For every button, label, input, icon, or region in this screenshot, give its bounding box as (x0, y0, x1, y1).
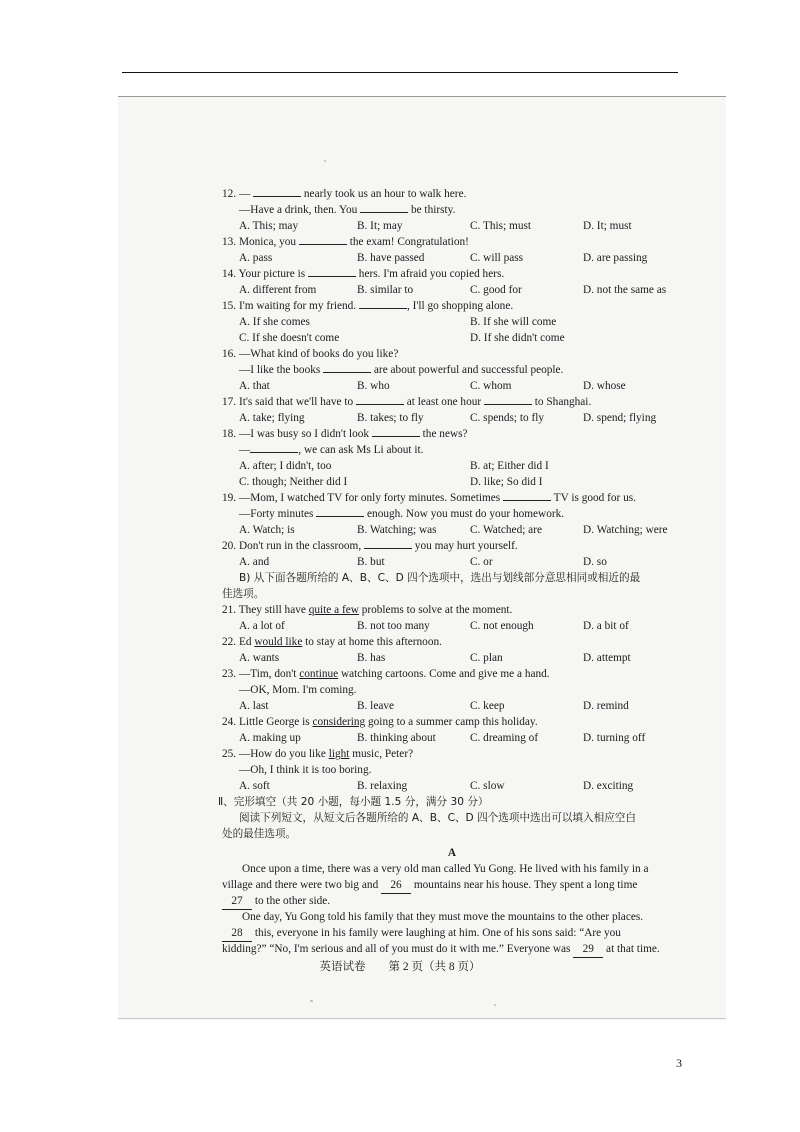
answer-blank (484, 394, 532, 405)
text-segment: — (239, 444, 251, 456)
numbered-blank: 28 (222, 925, 252, 942)
options-row (222, 250, 682, 266)
passage-line (222, 941, 682, 957)
text-segment: —Have a drink, then. You (239, 204, 361, 216)
text-segment: 24. Little George is (222, 716, 313, 728)
options-row (222, 378, 682, 394)
options-row (222, 730, 682, 746)
options-row (222, 218, 682, 234)
text-segment: hers. I'm afraid you copied hers. (355, 268, 505, 280)
answer-option: D. spend; flying (583, 412, 657, 424)
answer-option: C. will pass (470, 252, 524, 264)
section-instruction: 阅读下列短文，从短文后各题所给的 A、B、C、D 四个选项中选出可以填入相应空白 (239, 812, 636, 824)
answer-option: B. at; Either did I (470, 460, 549, 472)
text-segment: watching cartoons. Come and give me a hand. (338, 668, 550, 680)
answer-option: D. exciting (583, 780, 634, 792)
passage-line (222, 893, 682, 909)
answer-option: B. has (357, 652, 386, 664)
text-segment: 15. I'm waiting for my friend. (222, 300, 359, 312)
passage-line (222, 877, 682, 893)
answer-option: D. like; So did I (470, 476, 543, 488)
answer-blank (503, 490, 551, 501)
text-segment: music, Peter? (349, 748, 414, 760)
answer-option: A. pass (239, 252, 273, 264)
answer-option: B. It; may (357, 220, 403, 232)
text-segment: problems to solve at the moment. (358, 604, 513, 616)
text-segment: 25. —How do you like (222, 748, 329, 760)
text-segment: 20. Don't run in the classroom, (222, 540, 364, 552)
options-row (222, 554, 682, 570)
answer-option: A. different from (239, 284, 317, 296)
options-row (222, 474, 682, 490)
answer-blank (364, 538, 412, 549)
text-segment: 21. They still have (222, 604, 309, 616)
numbered-blank: 26 (381, 877, 411, 894)
text-segment: 19. —Mom, I watched TV for only forty minutes. Sometimes (222, 492, 504, 504)
exam-content (218, 186, 682, 957)
answer-option: C. This; must (470, 220, 531, 232)
scan-speck (494, 1004, 496, 1006)
answer-blank (372, 426, 420, 437)
answer-option: D. are passing (583, 252, 648, 264)
options-row (222, 778, 682, 794)
question-line (222, 362, 682, 378)
answer-option: D. Watching; were (583, 524, 668, 536)
answer-option: B. similar to (357, 284, 414, 296)
answer-option: B. Watching; was (357, 524, 437, 536)
answer-option: C. not enough (470, 620, 534, 632)
answer-option: A. and (239, 556, 270, 568)
options-row (222, 522, 682, 538)
text-segment: 16. —What kind of books do you like? (222, 348, 399, 360)
text-segment: , we can ask Ms Li about it. (298, 444, 424, 456)
text-segment: at that time. (603, 943, 660, 955)
answer-option: D. so (583, 556, 607, 568)
question-line (222, 394, 682, 410)
answer-blank (359, 298, 407, 309)
scan-bottom-edge (118, 1018, 726, 1019)
text-segment: —I like the books (239, 364, 324, 376)
text-segment: 18. —I was busy so I didn't look (222, 428, 372, 440)
answer-blank (360, 202, 408, 213)
text-segment: enough. Now you must do your homework. (364, 508, 565, 520)
options-row (222, 618, 682, 634)
text-segment: 13. Monica, you (222, 236, 299, 248)
text-segment: nearly took us an hour to walk here. (301, 188, 467, 200)
text-segment: TV is good for us. (551, 492, 636, 504)
underlined-phrase: continue (299, 668, 339, 680)
answer-option: C. good for (470, 284, 522, 296)
text-segment: village and there were two big and (222, 879, 382, 891)
answer-blank (356, 394, 404, 405)
passage-line: Once upon a time, there was a very old man called Yu Gong. He lived with his family in a (242, 863, 649, 875)
text-segment: this, everyone in his family were laughing at him. One of his sons said: “Are you (252, 927, 621, 939)
passage-line (222, 925, 682, 941)
answer-blank (316, 506, 364, 517)
options-row (222, 410, 682, 426)
answer-option: B. relaxing (357, 780, 408, 792)
text-segment: to stay at home this afternoon. (302, 636, 442, 648)
options-row (222, 650, 682, 666)
answer-option: C. or (470, 556, 493, 568)
text-segment: 14. Your picture is (222, 268, 308, 280)
answer-option: D. If she didn't come (470, 332, 565, 344)
text-segment: the news? (419, 428, 468, 440)
question-line (222, 298, 682, 314)
answer-option: B. not too many (357, 620, 430, 632)
text-segment: kidding?” “No, I'm serious and all of you must do it with me.” Everyone was (222, 943, 574, 955)
answer-option: C. keep (470, 700, 505, 712)
options-row (222, 282, 682, 298)
question-line (222, 426, 682, 442)
answer-option: A. wants (239, 652, 280, 664)
section-b-instruction: B) 从下面各题所给的 A、B、C、D 四个选项中，选出与划线部分意思相同或相近的最 (239, 572, 641, 584)
text-segment: the exam! Congratulation! (346, 236, 469, 248)
answer-option: C. Watched; are (470, 524, 542, 536)
answer-option: A. If she comes (239, 316, 310, 328)
text-segment: mountains near his house. They spent a long time (411, 879, 638, 891)
answer-option: D. attempt (583, 652, 631, 664)
scan-speck (324, 160, 326, 162)
answer-option: A. last (239, 700, 269, 712)
question-line (222, 234, 682, 250)
text-segment: be thirsty. (408, 204, 456, 216)
section-instruction: 处的最佳选项。 (222, 828, 297, 840)
text-segment: , I'll go shopping alone. (406, 300, 514, 312)
text-segment: to Shanghai. (531, 396, 592, 408)
header-rule (122, 72, 678, 73)
scan-speck (310, 1000, 313, 1002)
underlined-phrase: quite a few (308, 604, 359, 616)
question-line (222, 746, 682, 762)
answer-option: D. remind (583, 700, 629, 712)
question-line (222, 202, 682, 218)
question-line (222, 506, 682, 522)
answer-option: D. whose (583, 380, 626, 392)
answer-option: D. not the same as (583, 284, 667, 296)
answer-option: A. making up (239, 732, 301, 744)
text-segment: you may hurt yourself. (411, 540, 518, 552)
question-line (222, 442, 682, 458)
question-line (222, 266, 682, 282)
text-segment: One day, Yu Gong told his family that they must move the mountains to the other places. (242, 911, 644, 923)
text-segment: at least one hour (403, 396, 484, 408)
answer-option: A. This; may (239, 220, 299, 232)
question-line (222, 186, 682, 202)
text-segment: are about powerful and successful people. (371, 364, 564, 376)
options-row (222, 330, 682, 346)
section-b-instruction: 佳选项。 (222, 588, 265, 600)
text-segment: 17. It's said that we'll have to (222, 396, 356, 408)
answer-option: C. If she doesn't come (239, 332, 340, 344)
text-segment: —Forty minutes (239, 508, 317, 520)
text-segment: 22. Ed (222, 636, 255, 648)
answer-option: A. take; flying (239, 412, 305, 424)
page-footer: 英语试卷 第 2 页（共 8 页） (319, 961, 481, 973)
text-segment: 23. —Tim, don't (222, 668, 300, 680)
question-line: —Oh, I think it is too boring. (239, 764, 372, 776)
answer-option: D. It; must (583, 220, 632, 232)
answer-option: B. If she will come (470, 316, 557, 328)
answer-option: D. turning off (583, 732, 646, 744)
answer-option: A. after; I didn't, too (239, 460, 332, 472)
answer-option: B. who (357, 380, 390, 392)
question-line (222, 666, 682, 682)
underlined-phrase: considering (312, 716, 366, 728)
answer-option: B. thinking about (357, 732, 436, 744)
text-segment: to the other side. (252, 895, 331, 907)
underlined-phrase: light (328, 748, 350, 760)
text-segment: 12. — (222, 188, 254, 200)
answer-option: A. that (239, 380, 270, 392)
numbered-blank: 27 (222, 893, 252, 910)
passage-label: A (447, 847, 457, 859)
answer-option: A. Watch; is (239, 524, 295, 536)
answer-option: A. soft (239, 780, 270, 792)
answer-option: B. leave (357, 700, 395, 712)
question-line (222, 714, 682, 730)
options-row (222, 314, 682, 330)
answer-blank (250, 442, 298, 453)
answer-option: B. have passed (357, 252, 425, 264)
answer-option: C. slow (470, 780, 505, 792)
text-segment: going to a summer camp this holiday. (365, 716, 538, 728)
passage-line (222, 909, 682, 925)
answer-option: A. a lot of (239, 620, 285, 632)
answer-option: B. takes; to fly (357, 412, 424, 424)
question-line: —OK, Mom. I'm coming. (239, 684, 357, 696)
scan-top-edge (118, 96, 726, 97)
answer-option: C. dreaming of (470, 732, 539, 744)
answer-option: B. but (357, 556, 385, 568)
question-line (222, 490, 682, 506)
answer-blank (323, 362, 371, 373)
numbered-blank: 29 (573, 941, 603, 958)
answer-option: D. a bit of (583, 620, 629, 632)
answer-option: C. plan (470, 652, 503, 664)
answer-blank (308, 266, 356, 277)
question-line (222, 538, 682, 554)
options-row (222, 458, 682, 474)
section-title: Ⅱ、完形填空（共 20 小题，每小题 1.5 分，满分 30 分） (218, 796, 489, 808)
answer-blank (253, 186, 301, 197)
answer-option: C. though; Neither did I (239, 476, 348, 488)
underlined-phrase: would like (254, 636, 303, 648)
answer-option: C. whom (470, 380, 512, 392)
question-line (222, 346, 682, 362)
page-number: 3 (676, 1056, 682, 1070)
question-line (222, 634, 682, 650)
answer-option: C. spends; to fly (470, 412, 545, 424)
answer-blank (299, 234, 347, 245)
question-line (222, 602, 682, 618)
options-row (222, 698, 682, 714)
